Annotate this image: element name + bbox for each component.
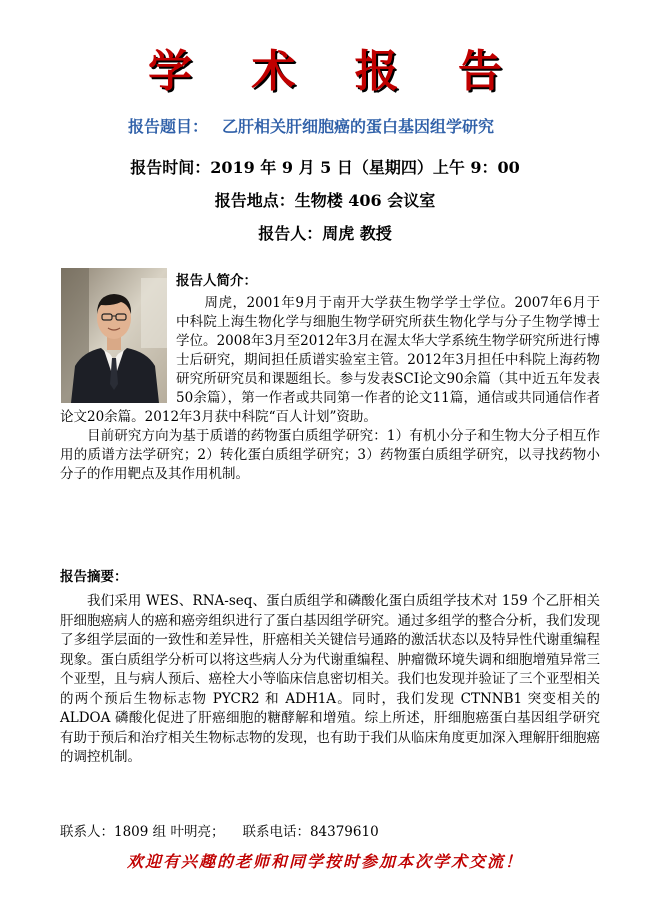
invitation-text: 欢迎有兴趣的老师和同学按时参加本次学术交流！ (126, 852, 523, 871)
bio-paragraph-2: 目前研究方向为基于质谱的药物蛋白质组学研究：1）有机小分子和生物大分子相互作用的质谱方法学研究；2）转化蛋白质组学研究；3）药物蛋白质组学研究，以寻找药物小分子的作用靶点及其作用机制。 (60, 428, 600, 482)
topic-label: 报告题目： (128, 117, 209, 136)
poster-title: 学 术 报 告 (148, 46, 524, 97)
contact-person: 联系人：1809 组 叶明亮； (60, 824, 225, 840)
report-speaker: 报告人：周虎 教授 (258, 224, 392, 243)
bio-paragraph-1-text: 周虎，2001年9月于南开大学获生物学学士学位。2007年6月于中科院上海生物化学与细胞生物学研究所获生物化学与分子生物学博士学位。2008年3月至2012年3月在渥太华大学系统生物学研究所进行博士后研究，期间担任质谱实验室主管。2012年3月担任中科院上海药物研究所研究员和课题组长。参与发表SCI论文90余篇（其中近五年发表50余篇），第一作者或共同第一作者的论文11篇，通信或共同通信作者论文20余篇。2012年3月获中科院“百人计划”资助。 (60, 295, 600, 425)
contact-phone: 联系电话：84379610 (242, 824, 379, 840)
report-topic (128, 114, 494, 137)
photo-float-spacer (60, 294, 176, 406)
topic-text: 乙肝相关肝细胞癌的蛋白基因组学研究 (222, 117, 495, 136)
speaker-bio (60, 294, 600, 484)
report-time: 报告时间：2019 年 9 月 5 日（星期四）上午 9：00 (130, 158, 520, 177)
abstract-label: 报告摘要： (60, 569, 128, 585)
contact-info (60, 820, 379, 840)
bio-label: 报告人简介： (176, 273, 257, 289)
abstract-text: 我们采用 WES、RNA-seq、蛋白质组学和磷酸化蛋白质组学技术对 159 个乙肝相关肝细胞癌病人的癌和癌旁组织进行了蛋白基因组学研究。通过多组学的整合分析，我们发现了多组学层面的一致性和差异性，肝癌相关关键信号通路的激活状态以及特异性代谢重编程现象。蛋白质组学分析可以将这些病人分为代谢重编程、肿瘤微环境失调和细胞增殖异常三个亚型，且与病人预后、癌栓大小等临床信息密切相关。我们也发现并验证了三个亚型相关的两个预后生物标志物 PYCR2 和 ADH1A。同时，我们发现 CTNNB1 突变相关的 ALDOA 磷酸化促进了肝癌细胞的糖酵解和增殖。综上所述，肝细胞癌蛋白基因组学研究有助于预后和治疗相关生物标志物的发现，也有助于我们从临床角度更加深入理解肝细胞癌的调控机制。 (60, 593, 600, 765)
report-place: 报告地点：生物楼 406 会议室 (214, 191, 436, 210)
